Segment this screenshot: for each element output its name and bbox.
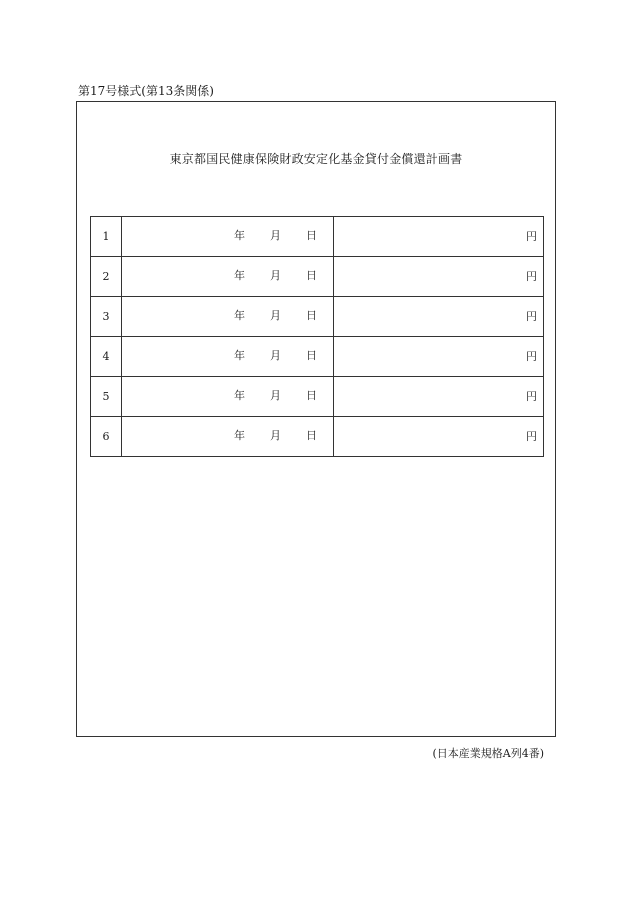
- table-row: [91, 257, 544, 297]
- day-label: 日: [306, 349, 317, 362]
- year-label: 年: [234, 269, 245, 282]
- table-row: [91, 417, 544, 457]
- repayment-date-cell[interactable]: [122, 217, 334, 257]
- day-label: 日: [306, 389, 317, 402]
- year-label: 年: [234, 229, 245, 242]
- row-number: 3: [91, 297, 122, 337]
- repayment-date-cell[interactable]: [122, 257, 334, 297]
- month-label: 月: [270, 309, 281, 322]
- month-label: 月: [270, 349, 281, 362]
- month-label: 月: [270, 389, 281, 402]
- document-title: 東京都国民健康保険財政安定化基金貸付金償還計画書: [169, 152, 463, 166]
- repayment-amount-cell[interactable]: 円: [334, 297, 544, 337]
- year-label: 年: [234, 389, 245, 402]
- day-label: 日: [306, 309, 317, 322]
- table-row: [91, 297, 544, 337]
- day-label: 日: [306, 269, 317, 282]
- row-number: 5: [91, 377, 122, 417]
- repayment-amount-cell[interactable]: 円: [334, 377, 544, 417]
- repayment-amount-cell[interactable]: 円: [334, 257, 544, 297]
- row-number: 1: [91, 217, 122, 257]
- document-frame: [76, 101, 556, 737]
- repayment-date-cell[interactable]: [122, 377, 334, 417]
- repayment-date-cell[interactable]: [122, 337, 334, 377]
- repayment-date-cell[interactable]: [122, 417, 334, 457]
- repayment-date-cell[interactable]: [122, 297, 334, 337]
- repayment-amount-cell[interactable]: 円: [334, 337, 544, 377]
- year-label: 年: [234, 429, 245, 442]
- repayment-amount-cell[interactable]: 円: [334, 217, 544, 257]
- row-number: 4: [91, 337, 122, 377]
- paper-size-note: (日本産業規格A列4番): [432, 747, 544, 760]
- day-label: 日: [306, 429, 317, 442]
- table-row: [91, 217, 544, 257]
- repayment-amount-cell[interactable]: 円: [334, 417, 544, 457]
- month-label: 月: [270, 269, 281, 282]
- year-label: 年: [234, 349, 245, 362]
- table-row: [91, 377, 544, 417]
- form-number: 第17号様式(第13条関係): [78, 84, 214, 98]
- row-number: 6: [91, 417, 122, 457]
- year-label: 年: [234, 309, 245, 322]
- month-label: 月: [270, 429, 281, 442]
- repayment-schedule-table: [90, 216, 544, 457]
- month-label: 月: [270, 229, 281, 242]
- row-number: 2: [91, 257, 122, 297]
- day-label: 日: [306, 229, 317, 242]
- table-row: [91, 337, 544, 377]
